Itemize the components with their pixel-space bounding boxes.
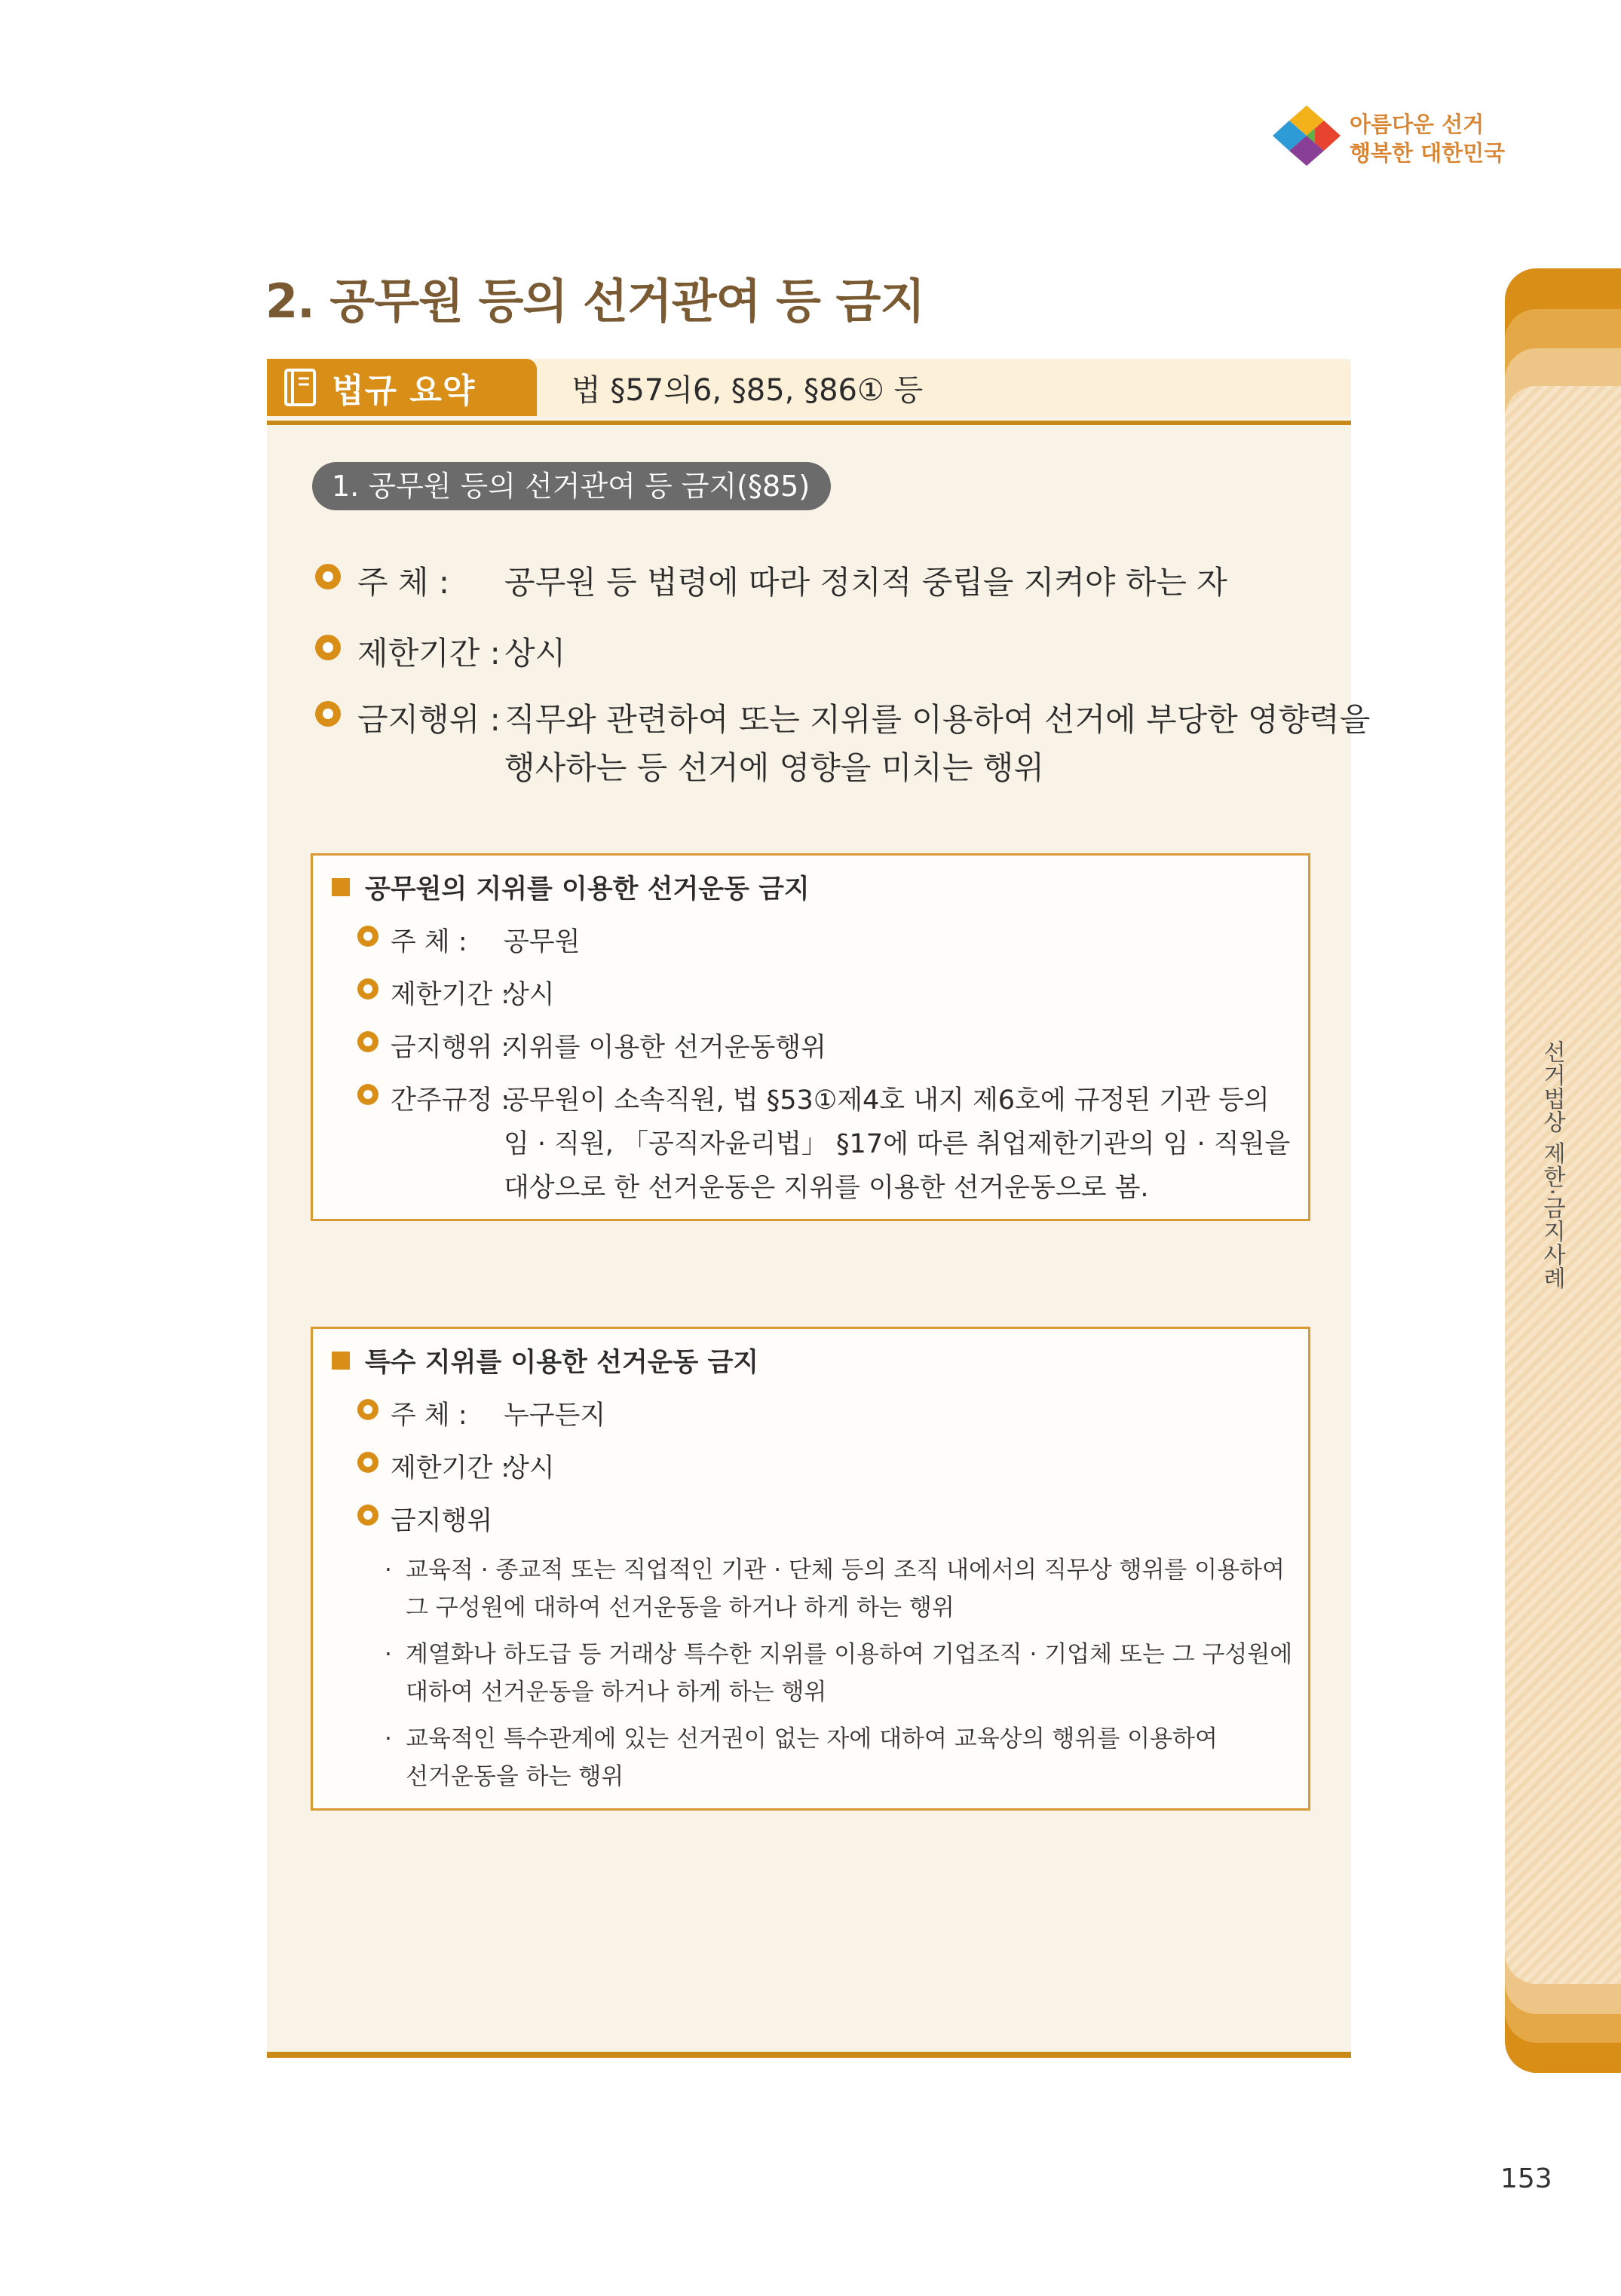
list-item-text: 그 구성원에 대하여 선거운동을 하거나 하게 하는 행위 — [406, 1594, 955, 1621]
box-item — [357, 1079, 1270, 1117]
box-item — [357, 921, 580, 959]
summary-badge — [267, 359, 537, 416]
page-title: 2. 공무원 등의 선거관여 등 금지 — [265, 274, 925, 329]
item-label: 제한기간 : — [391, 1453, 510, 1483]
item-text-continued: 행사하는 등 선거에 영향을 미치는 행위 — [504, 749, 1044, 786]
book-icon — [283, 368, 317, 407]
bullet-icon — [357, 1505, 378, 1526]
election-logo-icon — [1273, 106, 1341, 166]
box-item — [357, 1027, 826, 1064]
panel-bottom-rule — [267, 2052, 1351, 2058]
item-text-continued: 임 · 직원, 「공직자윤리법」 §17에 따른 취업제한기관의 임 · 직원을 — [504, 1129, 1291, 1159]
bullet-icon — [315, 635, 341, 660]
item-text: 상시 — [504, 635, 566, 672]
item-label: 제한기간 : — [357, 635, 501, 672]
list-item-text: 대하여 선거운동을 하거나 하게 하는 행위 — [406, 1679, 827, 1706]
item-label: 금지행위 : — [357, 701, 501, 738]
bullet-icon — [357, 1399, 378, 1420]
side-tab-label: 선거법상 제한·금지사례 — [1539, 1040, 1565, 1290]
logo-text — [1350, 110, 1505, 167]
item-label: 주 체 : — [391, 927, 467, 957]
box-title — [332, 868, 810, 906]
list-item-text: 교육적 · 종교적 또는 직업적인 기관 · 단체 등의 조직 내에서의 직무상 행위를 이용하여 — [406, 1557, 1285, 1584]
item-text: 공무원 등 법령에 따라 정치적 중립을 지켜야 하는 자 — [504, 564, 1227, 601]
list-item: · 교육적 · 종교적 또는 직업적인 기관 · 단체 등의 조직 내에서의 직무상 행위를 이용하여 그 구성원에 대하여 선거운동을 하거나 하게 하는 행위 — [385, 1557, 1285, 1621]
item-text: 상시 — [504, 1453, 555, 1483]
square-bullet-icon — [332, 1352, 350, 1370]
summary-item — [315, 629, 565, 674]
item-text: 누구든지 — [504, 1401, 606, 1431]
item-label: 제한기간 : — [391, 980, 510, 1010]
box-item — [357, 1394, 605, 1432]
list-item-text: 교육적인 특수관계에 있는 선거권이 없는 자에 대하여 교육상의 행위를 이용하여 — [406, 1725, 1218, 1753]
logo-line-2: 행복한 대한민국 — [1350, 140, 1506, 166]
box-title-text: 특수 지위를 이용한 선거운동 금지 — [365, 1348, 759, 1378]
list-item-text: 선거운동을 하는 행위 — [406, 1763, 624, 1790]
box-title-text: 공무원의 지위를 이용한 선거운동 금지 — [365, 874, 810, 905]
bullet-icon — [315, 564, 341, 589]
item-label: 주 체 : — [391, 1401, 467, 1431]
section-pill: 1. 공무원 등의 선거관여 등 금지(§85) — [312, 462, 831, 510]
law-reference: 법 §57의6, §85, §86① 등 — [571, 372, 924, 408]
box-title — [332, 1342, 758, 1379]
bullet-icon — [357, 1084, 378, 1105]
item-text: 직무와 관련하여 또는 지위를 이용하여 선거에 부당한 영향력을 — [504, 701, 1371, 738]
panel-top-rule — [267, 421, 1351, 425]
bullet-icon — [315, 701, 341, 727]
item-label: 금지행위 : — [391, 1033, 510, 1063]
page-number: 153 — [1500, 2163, 1552, 2194]
bullet-icon — [357, 1452, 378, 1473]
item-text: 공무원이 소속직원, 법 §53①제4호 내지 제6호에 규정된 기관 등의 — [504, 1085, 1270, 1116]
bullet-icon — [357, 1031, 378, 1052]
badge-label: 법규 요약 — [332, 372, 476, 410]
item-label: 금지행위 — [391, 1506, 493, 1536]
summary-item — [315, 558, 1227, 603]
square-bullet-icon — [332, 878, 350, 896]
box-item — [357, 1500, 492, 1538]
list-item: · 계열화나 하도급 등 거래상 특수한 지위를 이용하여 기업조직 · 기업체 또는 그 구성원에 대하여 선거운동을 하거나 하게 하는 행위 — [385, 1641, 1293, 1706]
bullet-icon — [357, 926, 378, 947]
box-item — [357, 1447, 555, 1485]
item-text: 상시 — [504, 980, 555, 1010]
summary-item — [315, 695, 1370, 740]
law-reference-bar — [537, 359, 1351, 416]
item-text: 지위를 이용한 선거운동행위 — [504, 1033, 826, 1063]
bullet-icon — [357, 978, 378, 1000]
item-text: 공무원 — [504, 927, 581, 957]
box-item — [357, 974, 555, 1012]
list-item-text: 계열화나 하도급 등 거래상 특수한 지위를 이용하여 기업조직 · 기업체 또는 그 구성원에 — [406, 1641, 1293, 1668]
item-label: 주 체 : — [357, 564, 449, 601]
item-label: 간주규정 : — [391, 1085, 510, 1116]
logo-line-1: 아름다운 선거 — [1350, 112, 1485, 137]
list-item: · 교육적인 특수관계에 있는 선거권이 없는 자에 대하여 교육상의 행위를 이용하여 선거운동을 하는 행위 — [385, 1725, 1218, 1790]
item-text-continued: 대상으로 한 선거운동은 지위를 이용한 선거운동으로 봄. — [504, 1173, 1149, 1203]
